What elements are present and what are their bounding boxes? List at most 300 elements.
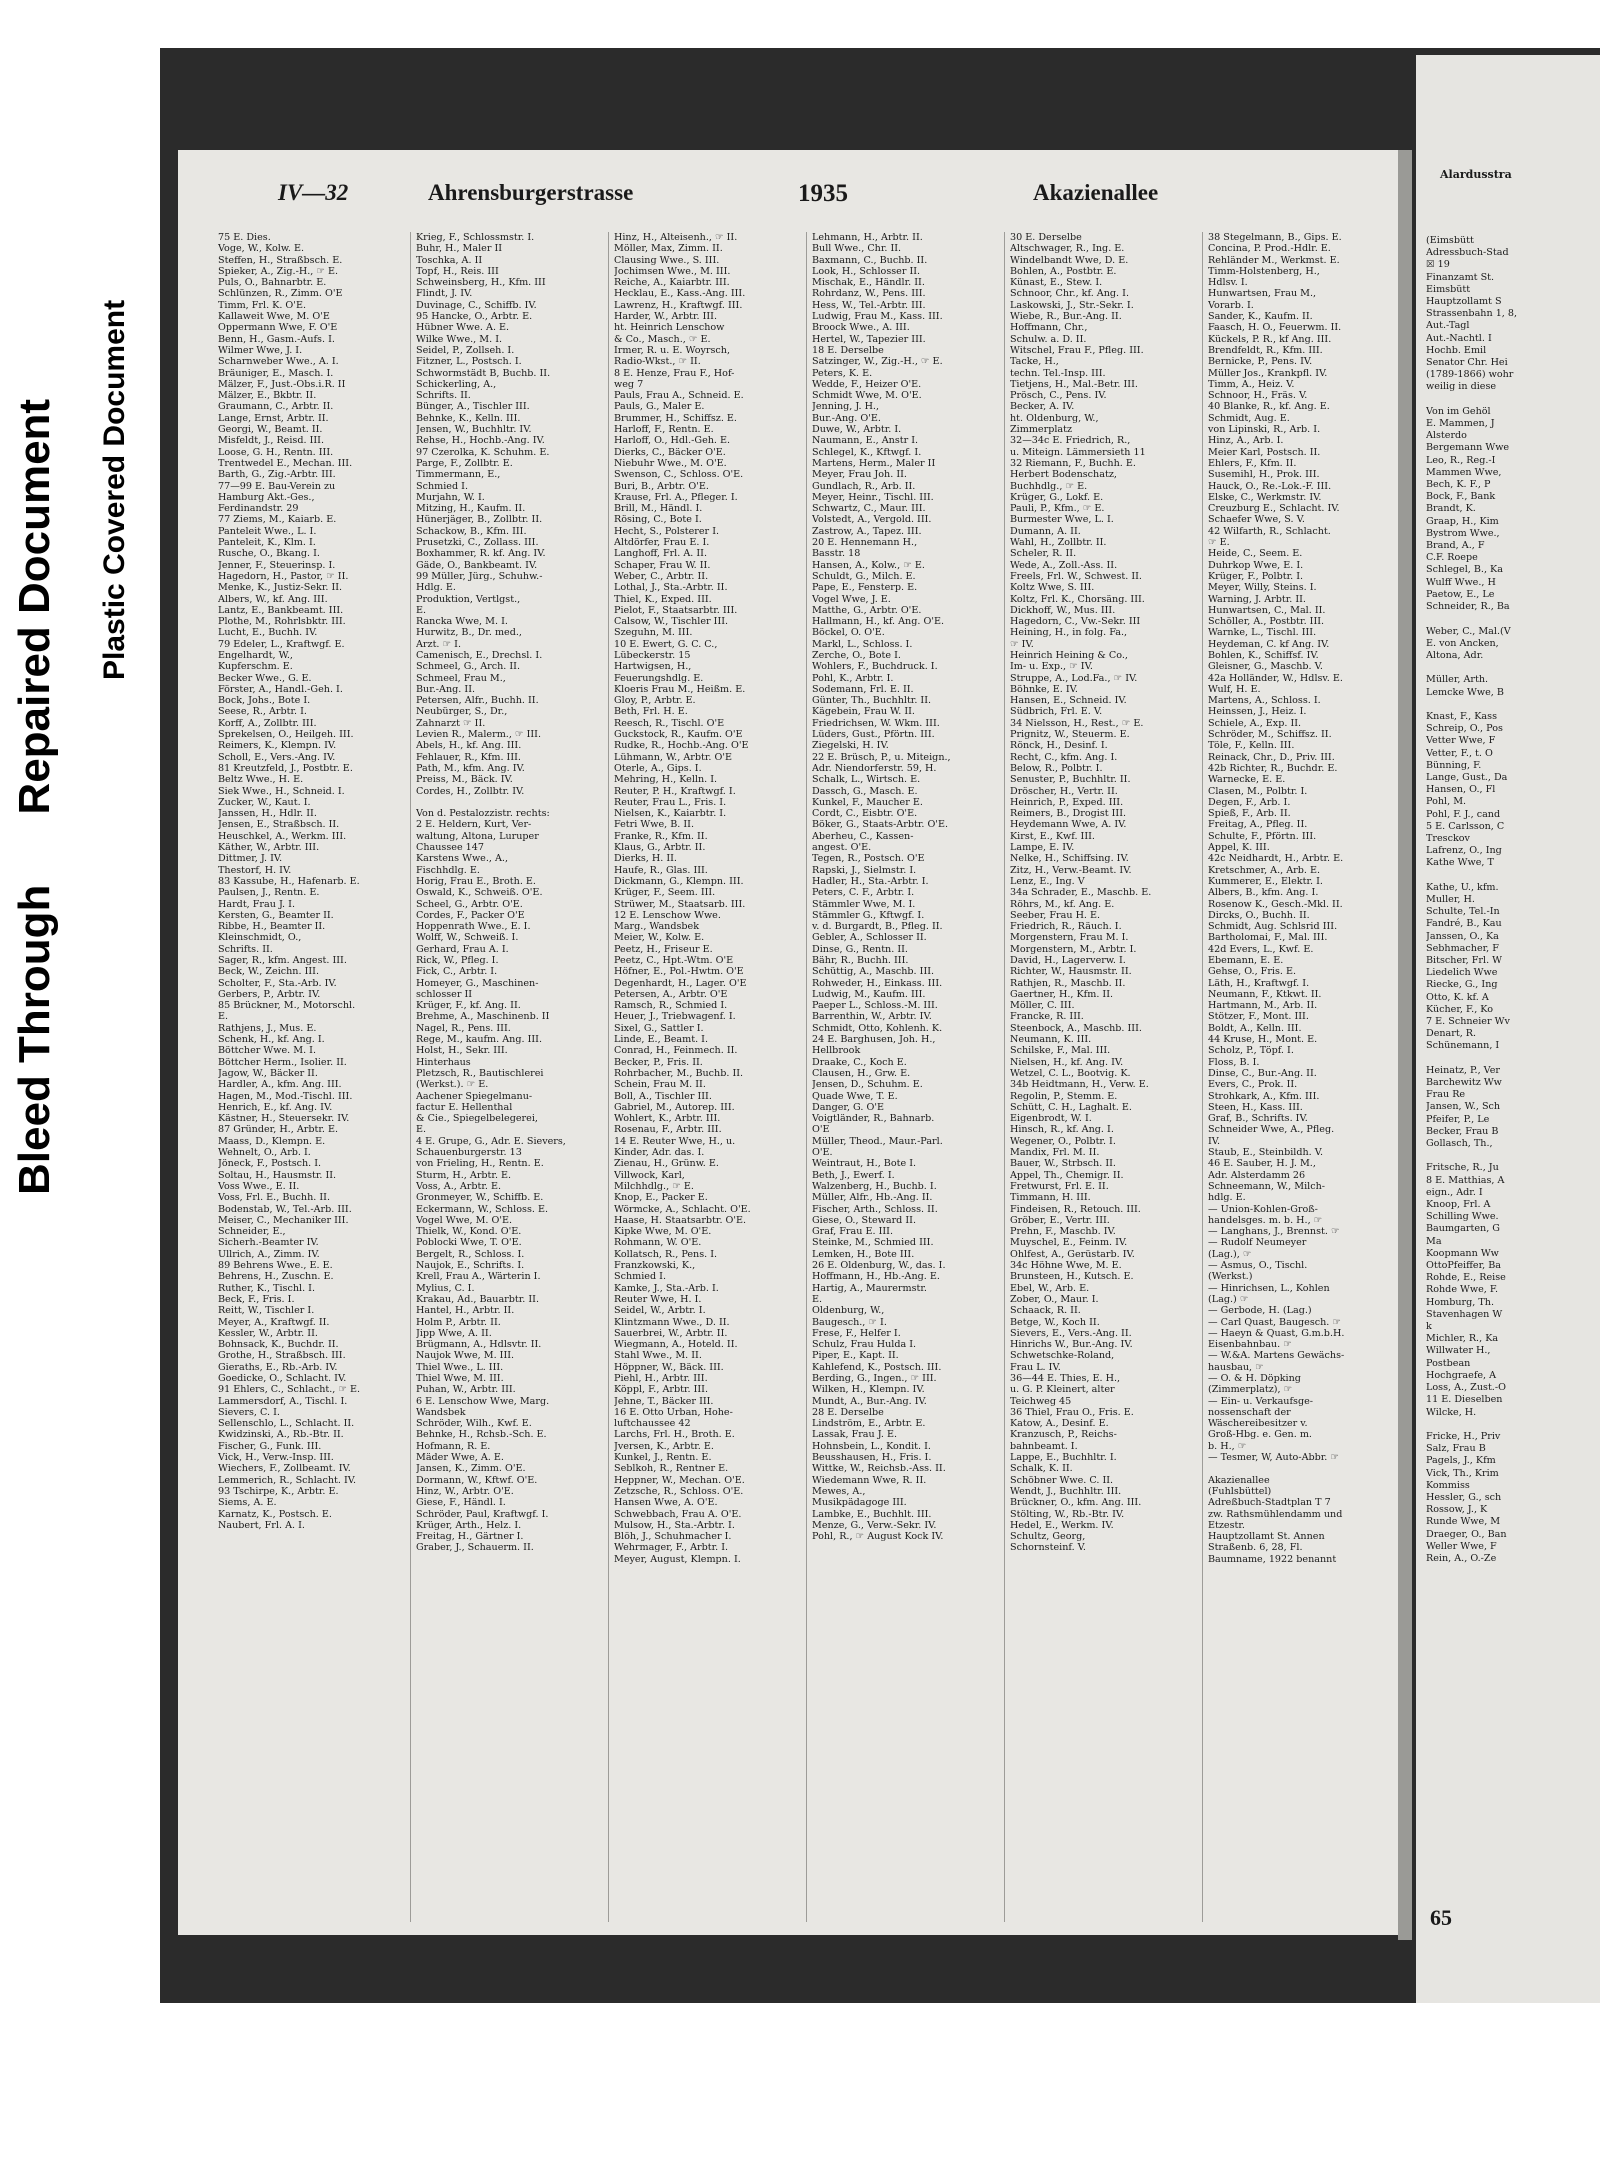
directory-entry: Seidel, P., Zollseh. I.	[416, 344, 515, 356]
directory-entry: Satzinger, W., Zig.-H., ☞ E.	[812, 356, 943, 368]
facing-page-entry: Draeger, O., Ban	[1426, 1528, 1507, 1540]
directory-entry: Schulw. a. D. II.	[1010, 333, 1087, 345]
directory-entry: Hagen, M., Mod.-Tischl. III.	[218, 1090, 353, 1102]
directory-entry: Staub, E., Steinbildh. V.	[1208, 1147, 1324, 1159]
directory-entry: Rusche, O., Bkang. I.	[218, 548, 320, 560]
facing-page-entry: Barchewitz Ww	[1426, 1077, 1502, 1089]
directory-entry: Gerhard, Frau A. I.	[416, 943, 509, 955]
facing-page-heading: Alardusstra	[1440, 168, 1512, 181]
directory-entry: Lammersdorf, A., Tischl. I.	[218, 1395, 348, 1407]
directory-entry: Oterle, A., Gips. I.	[614, 762, 702, 774]
directory-entry: Warning, J. Arbtr. II.	[1208, 593, 1306, 605]
directory-entry: Dittmer, J. IV.	[218, 853, 283, 865]
directory-entry: & Cie., Spiegelbelegerei,	[416, 1113, 538, 1125]
directory-entry: Brügmann, A., Hdlsvtr. II.	[416, 1339, 542, 1351]
directory-entry: Lenz, E., Ing. V	[1010, 875, 1085, 887]
directory-entry: Pletzsch, R., Bautischlerei	[416, 1067, 544, 1079]
facing-page-entry: E. Mammen, J	[1426, 418, 1495, 430]
directory-entry: Rick, W., Pfleg. I.	[416, 955, 499, 966]
directory-entry: Kästner, H., Steuersekr. IV.	[218, 1113, 350, 1125]
directory-entry: Bodenstab, W., Tel.-Arb. III.	[218, 1203, 352, 1215]
directory-entry: Wörmcke, A., Schlacht. O'E.	[614, 1203, 751, 1215]
directory-entry: Schaack, R. II.	[1010, 1305, 1081, 1317]
directory-entry: Hertel, W., Tapezier III.	[812, 333, 926, 345]
directory-entry: Piehl, H., Arbtr. III.	[614, 1372, 708, 1384]
facing-page-entry: Bystrom Wwe.,	[1426, 527, 1500, 539]
directory-entry: E.	[812, 1293, 823, 1305]
directory-entry: Seidel, W., Arbtr. I.	[614, 1305, 706, 1317]
directory-entry: Piper, E., Kapt. II.	[812, 1350, 899, 1362]
column-divider	[1004, 232, 1005, 1922]
directory-entry: Lantz, E., Bankbeamt. III.	[218, 604, 344, 616]
directory-entry: Straßenb. 6, 28, Fl.	[1208, 1542, 1303, 1554]
directory-entry: v. d. Burgardt, B., Pfleg. II.	[812, 921, 943, 933]
directory-entry: Berding, G., Ingen., ☞ III.	[812, 1372, 937, 1384]
directory-entry: Rohweder, H., Einkass. III.	[812, 977, 943, 989]
directory-entry: 77—99 E. Bau-Verein zu	[218, 480, 336, 492]
directory-entry: Krüger, F., Polbtr. I.	[1208, 570, 1304, 582]
directory-entry: Wiedemann Wwe, R. II.	[812, 1474, 927, 1486]
directory-entry: Lawrenz, H., Kraftwgf. III.	[614, 299, 743, 311]
facing-page-entry: Knoop, Frl. A	[1426, 1199, 1491, 1211]
directory-entry: techn. Tel.-Insp. III.	[1010, 367, 1106, 379]
directory-entry: Voss, Frl. E., Buchh. II.	[218, 1192, 331, 1204]
directory-entry: Schneider, E.,	[218, 1226, 286, 1238]
directory-entry: Topf, H., Reis. III	[416, 265, 499, 277]
directory-entry: Irmer, R. u. E. Woyrsch,	[614, 344, 730, 356]
directory-entry: 34b Heidtmann, H., Verw. E.	[1010, 1079, 1149, 1091]
directory-entry: 36 Thiel, Frau O., Fris. E.	[1010, 1406, 1134, 1418]
directory-entry: Hoffmann, H., Hb.-Ang. E.	[812, 1271, 940, 1283]
directory-entry: 24 E. Barghusen, Joh. H.,	[812, 1034, 936, 1046]
directory-entry: Clausing Wwe., S. III.	[614, 254, 720, 266]
directory-entry: 42a Holländer, W., Hdlsv. E.	[1208, 672, 1343, 684]
facing-page-entry: Riecke, G., Ing	[1426, 979, 1498, 991]
directory-entry: Bähr, R., Buchh. III.	[812, 955, 909, 966]
directory-entry: Levien R., Malerm., ☞ III.	[416, 729, 542, 741]
directory-entry: Peters, C. F., Arbtr. I.	[812, 887, 915, 899]
directory-column-6	[1208, 232, 1394, 1922]
directory-entry: Reiche, A., Kaiarbtr. III.	[614, 277, 730, 289]
directory-entry: Ludwig, M., Kaufm. III.	[812, 988, 926, 1000]
directory-entry: Voss Wwe., E. II.	[218, 1180, 300, 1192]
facing-page-entry: Schneider, R., Ba	[1426, 601, 1510, 613]
directory-entry: Dinse, C., Bur.-Ang. II.	[1208, 1067, 1317, 1079]
directory-entry: Meiser, C., Mechaniker III.	[218, 1214, 349, 1226]
directory-entry: Path, M., kfm. Ang. IV.	[416, 762, 525, 774]
directory-entry: Fischer, G., Funk. III.	[218, 1440, 322, 1452]
directory-entry: Susemihl, H., Prok. III.	[1208, 469, 1320, 481]
facing-page-entry: Baumgarten, G	[1426, 1223, 1500, 1235]
facing-page-entry: Knast, F., Kass	[1426, 710, 1497, 722]
directory-entry: Neumann, F., Ktkwt. II.	[1208, 988, 1322, 1000]
facing-page-entry: eign., Adr. I	[1426, 1186, 1483, 1198]
directory-entry: Duhrkop Wwe, E. I.	[1208, 559, 1304, 571]
directory-entry: Arzt. ☞ I.	[416, 638, 462, 650]
directory-entry: Rosenau, F., Arbtr. III.	[614, 1124, 722, 1136]
directory-entry: Holm P., Arbtr. II.	[416, 1316, 501, 1328]
directory-entry: Steen, H., Kass. III.	[1208, 1101, 1303, 1113]
directory-entry: Dassch, G., Masch. E.	[812, 785, 918, 797]
facing-page-entry: weilig in diese	[1426, 381, 1497, 393]
directory-entry: Becker Wwe., G. E.	[218, 672, 312, 684]
directory-entry: Duwe, W., Arbtr. I.	[812, 424, 902, 436]
facing-page-entry: Fritsche, R., Ju	[1426, 1162, 1499, 1174]
directory-entry: Spieß, F., Arb. II.	[1208, 808, 1291, 820]
directory-entry: Scheel, G., Arbtr. O'E.	[416, 898, 523, 910]
directory-entry: Reuter, P. H., Kraftwgf. I.	[614, 785, 736, 797]
directory-entry: Fick, C., Arbtr. I.	[416, 966, 498, 978]
directory-entry: Aachener Spiegelmanu-	[416, 1090, 533, 1102]
directory-entry: Krüger, F., kf. Ang. II.	[416, 1000, 521, 1012]
facing-page-entry: Kathe, U., kfm.	[1426, 881, 1499, 893]
directory-entry: 34 Nielsson, H., Rest., ☞ E.	[1010, 717, 1144, 729]
directory-entry: 32—34c E. Friedrich, R.,	[1010, 435, 1131, 447]
directory-entry: Gronmeyer, W., Schiffb. E.	[416, 1192, 544, 1204]
street-title-right: Akazienallee	[1033, 180, 1159, 205]
directory-entry: Künast, E., Stew. I.	[1010, 277, 1103, 289]
directory-entry: Hübner Wwe. A. E.	[416, 322, 510, 334]
directory-entry: Hunwartsen, Frau M.,	[1208, 288, 1317, 300]
directory-entry: Lothal, J., Sta.-Arbtr. II.	[614, 582, 728, 594]
directory-entry: Naujok, E., Schrifts. I.	[416, 1260, 525, 1272]
directory-entry: Clausen, H., Grw. E.	[812, 1067, 911, 1079]
directory-entry: Kückels, P. R., kf Ang. III.	[1208, 333, 1332, 345]
directory-entry: Koltz Wwe, S. III.	[1010, 582, 1095, 594]
directory-entry: Nielsen, K., Kaiarbtr. I.	[614, 808, 727, 820]
directory-entry: u. Miteign. Lämmersieth 11	[1010, 446, 1146, 458]
directory-entry: — Asmus, O., Tischl.	[1208, 1260, 1308, 1272]
directory-entry: Reesch, R., Tischl. O'E	[614, 717, 725, 729]
directory-entry: Burmester Wwe, L. I.	[1010, 514, 1114, 526]
directory-entry: Villwock, Karl,	[614, 1169, 685, 1181]
directory-entry: Nielsen, H., kf. Ang. IV.	[1010, 1056, 1124, 1068]
facing-page-entry: Wilcke, H.	[1426, 1406, 1477, 1418]
directory-entry: Stötzer, F., Mont. III.	[1208, 1011, 1309, 1023]
facing-page-entry: Janssen, O., Ka	[1426, 930, 1499, 942]
directory-entry: Schaper, Frau W. II.	[614, 559, 711, 571]
directory-entry: 83 Kassube, H., Hafenarb. E.	[218, 875, 360, 887]
directory-entry: Bur.-Ang. II.	[416, 683, 476, 695]
directory-entry: Hardt, Frau J. I.	[218, 898, 295, 910]
facing-page-entry: Runde Wwe, M	[1426, 1516, 1501, 1528]
directory-entry: Oldenburg, W.,	[812, 1305, 885, 1317]
directory-entry: 20 E. Hennemann H.,	[812, 537, 918, 549]
directory-entry: hdlg. E.	[1208, 1192, 1246, 1204]
directory-entry: Rudke, R., Hochb.-Ang. O'E	[614, 740, 749, 752]
facing-page-entry: E. von Ancken,	[1426, 637, 1499, 649]
directory-entry: Clasen, M., Polbtr. I.	[1208, 785, 1308, 797]
directory-entry: Hauck, O., Re.-Lok.-F. III.	[1208, 480, 1332, 492]
directory-entry: Rathjens, J., Mus. E.	[218, 1022, 317, 1034]
directory-entry: Kranzusch, P., Reichs-	[1010, 1429, 1117, 1441]
facing-page-entry: Leo, R., Reg.-I	[1426, 454, 1496, 466]
directory-entry: Zetzsche, R., Schloss. O'E.	[614, 1485, 744, 1497]
directory-entry: Kretschmer, A., Arb. E.	[1208, 864, 1321, 876]
facing-page-entry	[1426, 662, 1596, 674]
directory-entry: Steinke, M., Schmied III.	[812, 1237, 934, 1249]
directory-entry: Reitt, W., Tischler I.	[218, 1305, 315, 1317]
facing-page-entry: Finanzamt St.	[1426, 271, 1495, 283]
directory-entry: Sellenschlo, L., Schlacht. II.	[218, 1418, 355, 1430]
directory-entry: Timm, A., Heiz. V.	[1208, 378, 1295, 390]
directory-entry: Zitz, H., Verw.-Beamt. IV.	[1010, 864, 1132, 876]
directory-entry: Hauptzollamt St. Annen	[1208, 1531, 1325, 1543]
directory-entry: Voigtländer, R., Bahnarb.	[812, 1113, 935, 1125]
directory-entry: Menke, K., Justiz-Sekr. II.	[218, 582, 343, 594]
directory-entry: Reinack, Chr., D., Priv. III.	[1208, 751, 1335, 763]
directory-entry: Schütt, C. H., Laghalt. E.	[1010, 1101, 1132, 1113]
directory-entry: Schrifts. II.	[218, 943, 273, 955]
directory-entry: Sager, R., kfm. Angest. III.	[218, 955, 347, 966]
directory-entry: angest. O'E.	[812, 842, 872, 854]
directory-entry: Krüger, Arth., Helz. I.	[416, 1519, 522, 1531]
directory-entry: Puls, O., Bahnarbtr. E.	[218, 277, 327, 289]
directory-entry: Peetz, C., Hpt.-Wtm. O'E	[614, 955, 734, 966]
directory-entry: Dircks, O., Buchh. II.	[1208, 909, 1310, 921]
directory-entry: Müller, Alfr., Hb.-Ang. II.	[812, 1192, 933, 1204]
directory-entry: Becker, P., Fris. II.	[614, 1056, 703, 1068]
directory-entry: Korff, A., Zollbtr. III.	[218, 717, 317, 729]
directory-entry: Niebuhr Wwe., M. O'E.	[614, 457, 727, 469]
directory-entry: Spieker, A., Zig.-H., ☞ E.	[218, 265, 339, 277]
directory-entry: Dierks, C., Bäcker O'E.	[614, 446, 726, 458]
directory-entry: Bauer, W., Strbsch. II.	[1010, 1158, 1116, 1170]
directory-entry: Hecklau, E., Kass.-Ang. III.	[614, 288, 746, 300]
directory-entry: Ziegelski, H. IV.	[812, 740, 889, 752]
directory-entry: Eisenbahnbau. ☞	[1208, 1339, 1292, 1351]
directory-entry: bahnbeamt. I.	[1010, 1440, 1078, 1452]
directory-entry: Oppermann Wwe, F. O'E	[218, 322, 338, 334]
directory-entry: Prusetzki, C., Zollass. III.	[416, 537, 539, 549]
directory-entry: Wilken, H., Klempn. IV.	[812, 1384, 925, 1396]
directory-entry: Linde, E., Beamt. I.	[614, 1034, 709, 1046]
directory-entry: Müller Jos., Krankpfl. IV.	[1208, 367, 1328, 379]
directory-entry: 99 Müller, Jürg., Schuhw.-	[416, 570, 543, 582]
facing-page-entry: OttoPfeiffer, Ba	[1426, 1260, 1501, 1272]
directory-entry: Mulsow, H., Sta.-Arbtr. I.	[614, 1519, 735, 1531]
directory-entry: Tegen, R., Postsch. O'E	[812, 853, 925, 865]
directory-entry: Mewes, A.,	[812, 1485, 866, 1497]
directory-entry: Schilske, F., Mal. III.	[1010, 1045, 1111, 1057]
directory-entry: Baxmann, C., Buchb. II.	[812, 254, 928, 266]
directory-entry: Bull Wwe., Chr. II.	[812, 243, 902, 255]
directory-entry: Schalk, L., Wirtsch. E.	[812, 774, 921, 786]
directory-entry: Adreßbuch-Stadtplan T 7	[1208, 1497, 1331, 1509]
directory-entry: Hartwigsen, H.,	[614, 661, 692, 673]
directory-entry: Panteleit Wwe., L. I.	[218, 525, 317, 537]
directory-entry: Bohlen, K., Schiffsf. IV.	[1208, 649, 1319, 661]
facing-page-entry: Vetter Wwe, F	[1426, 735, 1496, 747]
facing-page-entry	[1426, 870, 1596, 882]
directory-entry: — Union-Kohlen-Groß-	[1208, 1203, 1318, 1215]
directory-entry: Wegener, O., Polbtr. I.	[1010, 1135, 1116, 1147]
directory-entry: Förster, A., Handl.-Geh. I.	[218, 683, 343, 695]
directory-entry: Tietjens, H., Mal.-Betr. III.	[1010, 378, 1138, 390]
facing-page-entry: Rohde, E., Reise	[1426, 1272, 1506, 1284]
facing-page-entry: Salz, Frau B	[1426, 1443, 1486, 1455]
directory-entry: Im- u. Exp., ☞ IV.	[1010, 661, 1093, 673]
directory-entry: Lemken, H., Bote III.	[812, 1248, 915, 1260]
directory-entry: 36—44 E. Thies, E. H.,	[1010, 1372, 1121, 1384]
directory-entry: Schrifts. II.	[416, 390, 471, 402]
directory-entry: Jöneck, F., Postsch. I.	[218, 1158, 322, 1170]
directory-entry: Hartmann, M., Arb. II.	[1208, 1000, 1318, 1012]
directory-entry: 44 Kruse, H., Mont. E.	[1208, 1034, 1318, 1046]
directory-entry: Gieraths, E., Rb.-Arb. IV.	[218, 1361, 338, 1373]
directory-entry: Elske, C., Werkmstr. IV.	[1208, 491, 1322, 503]
directory-entry: von Frieling, H., Rentn. E.	[416, 1158, 544, 1170]
directory-entry: Beth, Frl. H. E.	[614, 706, 688, 718]
directory-entry: Haase, H. Staatsarbtr. O'E.	[614, 1214, 747, 1226]
directory-entry: Kägebein, Frau W. II.	[812, 706, 915, 718]
directory-entry: Musikpädagoge III.	[812, 1497, 907, 1509]
directory-entry: Martens, A., Schloss. I.	[1208, 695, 1321, 707]
directory-entry: Heuschkel, A., Werkm. III.	[218, 830, 347, 842]
directory-entry: Müller, Theod., Maur.-Parl.	[812, 1135, 943, 1147]
facing-page-entry: ☒ 19	[1426, 259, 1450, 271]
directory-entry: Krell, Frau A., Wärterin I.	[416, 1271, 541, 1283]
directory-entry: Hallmann, H., kf. Ang. O'E.	[812, 616, 945, 628]
directory-entry: Scholter, F., Sta.-Arb. IV.	[218, 977, 337, 989]
facing-page-entry: Loss, A., Zust.-O	[1426, 1382, 1506, 1394]
directory-entry: Beck, W., Zeichn. III.	[218, 966, 320, 978]
directory-entry: Jensen, W., Buchhltr. IV.	[416, 424, 532, 436]
directory-entry: Ruther, K., Tischl. I.	[218, 1282, 316, 1294]
directory-entry: Nagel, R., Pens. III.	[416, 1022, 511, 1034]
facing-page-entry: Rohde Wwe, F.	[1426, 1284, 1499, 1296]
directory-entry: Krause, Frl. A., Pfleger. I.	[614, 491, 738, 503]
directory-entry: Cordes, F., Packer O'E	[416, 909, 525, 921]
facing-page-entry: Tresckov	[1426, 832, 1470, 844]
directory-entry: Petersen, Alfr., Buchh. II.	[416, 695, 539, 707]
facing-page-entry: k	[1426, 1321, 1432, 1333]
directory-entry: Ribbe, H., Beamter II.	[218, 921, 326, 933]
directory-entry: Pape, E., Fensterp. E.	[812, 582, 918, 594]
directory-entry: Fischhdlg. E.	[416, 864, 480, 876]
facing-page-entry	[1426, 1053, 1596, 1065]
scan-bottom-margin	[0, 2003, 1600, 2177]
directory-entry: — O. & H. Döpking	[1208, 1372, 1301, 1384]
directory-entry: Holst, H., Sekr. III.	[416, 1045, 508, 1057]
page-number: IV—32	[278, 180, 349, 205]
directory-entry: Möller, Max, Zimm. II.	[614, 243, 723, 255]
directory-entry: Buchhdlg., ☞ E.	[1010, 480, 1088, 492]
facing-page-entry: Eimsbütt	[1426, 283, 1471, 295]
directory-entry: Teichweg 45	[1010, 1395, 1072, 1407]
directory-entry: Zucker, W., Kaut. I.	[218, 796, 311, 808]
facing-page-entry: Liedelich Wwe	[1426, 967, 1498, 979]
directory-entry: Böker, G., Staats-Arbtr. O'E.	[812, 819, 949, 831]
directory-entry: Böhnke, E. IV.	[1010, 683, 1078, 695]
directory-entry: Rathjen, R., Maschb. II.	[1010, 977, 1126, 989]
directory-entry: 10 E. Ewert, G. C. C.,	[614, 638, 718, 650]
directory-entry: Degenhardt, H., Lager. O'E	[614, 977, 747, 989]
directory-entry: Kirst, E., Kwf. III.	[1010, 830, 1095, 842]
directory-entry: Behnke, K., Kelln. III.	[416, 412, 521, 424]
directory-entry: E.	[218, 1011, 229, 1023]
directory-entry: Langhoff, Frl. A. II.	[614, 548, 708, 560]
directory-entry: Steffen, H., Straßbsch. E.	[218, 254, 343, 266]
directory-entry: Bohnsack, K., Buchdr. II.	[218, 1339, 339, 1351]
directory-entry: Wendt, J., Buchhltr. III.	[1010, 1485, 1122, 1497]
facing-page-entry: 5 E. Carlsson, C	[1426, 820, 1505, 832]
directory-entry: Heining, H., in folg. Fa.,	[1010, 627, 1128, 639]
directory-entry: Engelhardt, W.,	[218, 649, 293, 661]
directory-entry: Bräuniger, E., Masch. I.	[218, 367, 334, 379]
facing-page-entry: 11 E. Dieselben	[1426, 1394, 1503, 1406]
directory-entry: 42b Richter, R., Buchdr. E.	[1208, 762, 1338, 774]
directory-entry: Meier, W., Kolw. E.	[614, 932, 705, 944]
directory-entry: Neubürger, S., Dr.,	[416, 706, 508, 718]
directory-entry: Thielk, W., Kond. O'E.	[416, 1226, 522, 1238]
directory-entry: Radio-Wkst., ☞ II.	[614, 356, 701, 368]
directory-entry: Knop, E., Packer E.	[614, 1192, 708, 1204]
directory-entry: Murjahn, W. I.	[416, 491, 485, 503]
directory-entry: Wilmer Wwe, J. I.	[218, 344, 303, 356]
directory-entry: Preiss, M., Bäck. IV.	[416, 774, 513, 786]
directory-entry: Harloff, F., Rentn. E.	[614, 424, 714, 436]
facing-page-entry: Altona, Adr.	[1426, 649, 1484, 661]
directory-entry: Naubert, Frl. A. I.	[218, 1519, 305, 1531]
directory-entry: Karnatz, K., Postsch. E.	[218, 1508, 332, 1520]
directory-entry: Schulz, Frau Hulda I.	[812, 1339, 917, 1351]
facing-page-entry: 7 E. Schneier Wv	[1426, 1016, 1510, 1027]
directory-entry: Heydemann Wwe, A. IV.	[1010, 819, 1127, 831]
directory-entry: Reimers, K., Klempn. IV.	[218, 740, 337, 752]
directory-entry: Von d. Pestalozzistr. rechts:	[416, 808, 550, 820]
facing-page-entry: Postbean	[1426, 1357, 1471, 1369]
directory-entry: Jipp Wwe, A. II.	[416, 1327, 492, 1339]
directory-entry: Rehse, H., Hochb.-Ang. IV.	[416, 435, 545, 447]
directory-entry: Danger, G. O'E	[812, 1101, 884, 1113]
directory-entry: Heide, C., Seem. E.	[1208, 548, 1303, 560]
directory-entry: Rösing, C., Bote I.	[614, 514, 702, 526]
directory-entry: Draake, C., Koch E.	[812, 1056, 907, 1068]
directory-entry: Reuter Wwe, H. I.	[614, 1293, 702, 1305]
directory-entry: Schöller, A., Postbtr. III.	[1208, 616, 1325, 628]
directory-entry: Friedrichsen, W. Wkm. III.	[812, 717, 940, 729]
facing-page-entry: Paetow, E., Le	[1426, 588, 1495, 600]
directory-entry: Poblocki Wwe, T. O'E.	[416, 1237, 522, 1249]
directory-entry: Schaefer Wwe, S. V.	[1208, 514, 1305, 526]
directory-entry: Trentwedel E., Mechan. III.	[218, 457, 353, 469]
facing-page-entry	[1426, 613, 1596, 625]
directory-entry: Pohl, K., Arbtr. I.	[812, 672, 894, 684]
directory-entry: Milchhdlg., ☞ E.	[614, 1180, 694, 1192]
directory-entry: Plothe, M., Rohrlsbktr. III.	[218, 616, 346, 628]
facing-page-entry: Homburg, Th.	[1426, 1296, 1495, 1308]
column-divider	[806, 232, 807, 1922]
directory-entry: Gebler, A., Schlosser II.	[812, 932, 927, 944]
directory-entry: Hohnsbein, L., Kondit. I.	[812, 1440, 931, 1452]
directory-entry: — W.&A. Martens Gewächs-	[1208, 1350, 1345, 1362]
facing-page-entry: Kücher, F., Ko	[1426, 1003, 1493, 1015]
directory-entry: Kwidzinski, A., Rb.-Btr. II.	[218, 1429, 344, 1441]
directory-entry: Fretwurst, Frl. E. II.	[1010, 1180, 1109, 1192]
directory-entry: Kleinschmidt, O.,	[218, 932, 302, 944]
directory-entry: Hansen Wwe, A. O'E.	[614, 1497, 718, 1509]
directory-entry: Buhr, H., Maler II	[416, 243, 503, 255]
directory-entry: Brendfeldt, R., Kfm. III.	[1208, 344, 1323, 356]
directory-entry: Hinrichs W., Bur.-Ang. IV.	[1010, 1339, 1133, 1351]
directory-entry: Bohlen, A., Postbtr. E.	[1010, 265, 1117, 277]
directory-entry: Vogel Wwe, J. E.	[812, 593, 891, 605]
facing-page-entry: Alsterdo	[1426, 430, 1467, 442]
directory-entry: Meier Karl, Postsch. II.	[1208, 446, 1321, 458]
directory-entry: Lucht, E., Buchh. IV.	[218, 627, 318, 639]
facing-page-entry: Ma	[1426, 1235, 1442, 1247]
